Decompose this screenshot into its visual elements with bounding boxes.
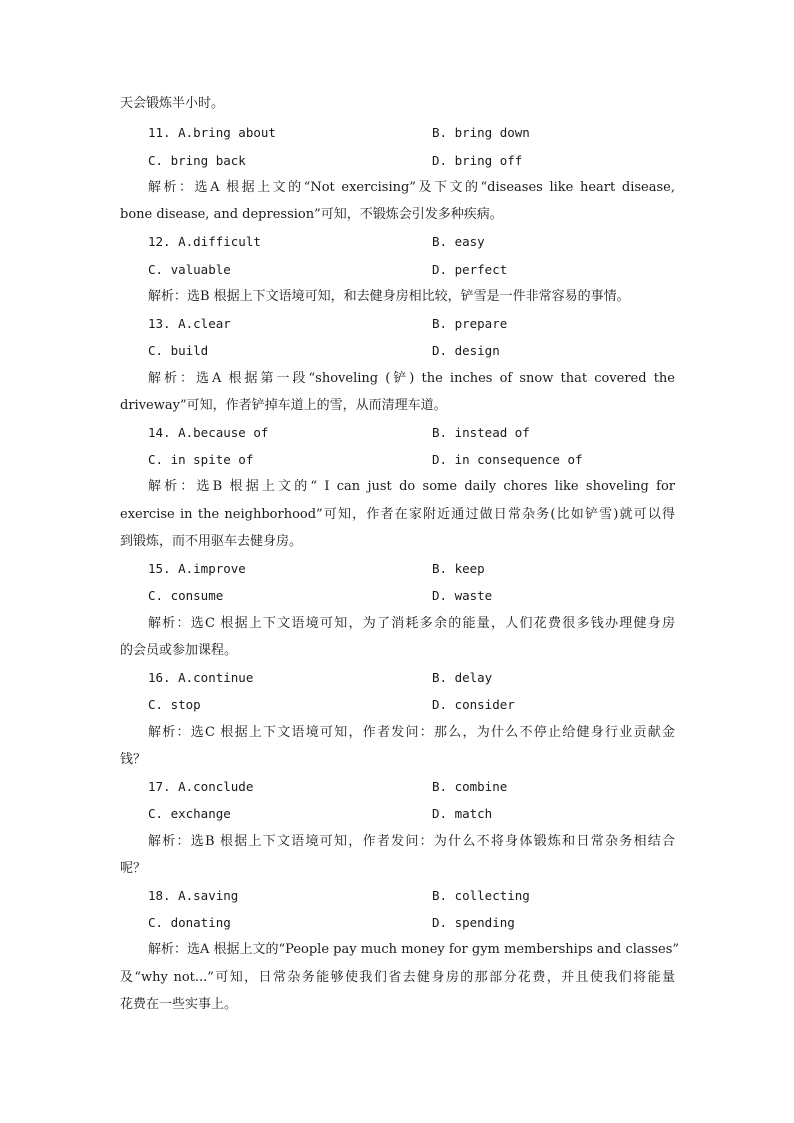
q17-explanation-line-1: 解析：选B 根据上下文语境可知，作者发问：为什么不将身体锻炼和日常杂务相结合 xyxy=(148,834,675,849)
q15-explanation-line-2: 的会员或参加课程。 xyxy=(120,643,238,658)
q16-option-a: 16. A.continue xyxy=(148,670,254,685)
q13-option-a: 13. A.clear xyxy=(148,316,231,331)
q17-option-b: B. combine xyxy=(432,779,508,794)
q11-explanation-line-1: 解析：选A 根据上文的“Not exercising”及下文的“diseases like heart disease, xyxy=(148,180,675,195)
q13-explanation-line-2: driveway”可知，作者铲掉车道上的雪，从而清理车道。 xyxy=(120,398,447,413)
q11-option-b: B. bring down xyxy=(432,125,530,140)
q14-explanation-line-1: 解析：选B 根据上文的“ I can just do some daily chores like shoveling for xyxy=(148,479,675,494)
q18-explanation-line-3: 花费在一些实事上。 xyxy=(120,997,238,1012)
q14-option-a: 14. A.because of xyxy=(148,425,269,440)
q12-option-a: 12. A.difficult xyxy=(148,234,261,249)
q17-explanation-line-2: 呢？ xyxy=(120,861,147,876)
q16-explanation-line-1: 解析：选C 根据上下文语境可知，作者发问：那么，为什么不停止给健身行业贡献金 xyxy=(148,725,675,740)
q11-option-c: C. bring back xyxy=(148,153,246,168)
q14-explanation-line-2: exercise in the neighborhood”可知，作者在家附近通过做日常杂务(比如铲雪)就可以得 xyxy=(120,507,675,522)
q13-option-b: B. prepare xyxy=(432,316,508,331)
q15-option-a: 15. A.improve xyxy=(148,561,246,576)
q18-option-a: 18. A.saving xyxy=(148,888,239,903)
q18-option-c: C. donating xyxy=(148,915,231,930)
q16-explanation-line-2: 钱？ xyxy=(120,752,147,767)
q18-explanation-line-2: 及“why not...”可知，日常杂务能够使我们省去健身房的那部分花费，并且使我们将能量 xyxy=(120,970,675,985)
q12-option-d: D. perfect xyxy=(432,262,508,277)
q13-option-c: C. build xyxy=(148,343,209,358)
q13-explanation-line-1: 解析：选A 根据第一段“shoveling (铲) the inches of snow that covered the xyxy=(148,371,675,386)
q14-option-d: D. in consequence of xyxy=(432,452,583,467)
q14-option-c: C. in spite of xyxy=(148,452,254,467)
intro-tail: 天会锻炼半小时。 xyxy=(120,96,225,111)
q17-option-a: 17. A.conclude xyxy=(148,779,254,794)
q15-option-d: D. waste xyxy=(432,588,493,603)
q12-option-b: B. easy xyxy=(432,234,485,249)
q15-option-c: C. consume xyxy=(148,588,224,603)
q14-explanation-line-3: 到锻炼，而不用驱车去健身房。 xyxy=(120,534,303,549)
q12-option-c: C. valuable xyxy=(148,262,231,277)
q14-option-b: B. instead of xyxy=(432,425,530,440)
q16-option-c: C. stop xyxy=(148,697,201,712)
q18-explanation-line-1: 解析：选A 根据上文的“People pay much money for gym memberships and classes” xyxy=(148,942,680,957)
q15-option-b: B. keep xyxy=(432,561,485,576)
q17-option-c: C. exchange xyxy=(148,806,231,821)
q18-option-d: D. spending xyxy=(432,915,515,930)
q18-option-b: B. collecting xyxy=(432,888,530,903)
q11-explanation-line-2: bone disease, and depression”可知，不锻炼会引发多种疾病。 xyxy=(120,207,503,222)
q16-option-d: D. consider xyxy=(432,697,515,712)
q11-option-a: 11. A.bring about xyxy=(148,125,276,140)
q12-explanation-line-1: 解析：选B 根据上下文语境可知，和去健身房相比较，铲雪是一件非常容易的事情。 xyxy=(148,289,630,304)
q16-option-b: B. delay xyxy=(432,670,493,685)
q13-option-d: D. design xyxy=(432,343,500,358)
q11-option-d: D. bring off xyxy=(432,153,523,168)
q17-option-d: D. match xyxy=(432,806,493,821)
q15-explanation-line-1: 解析：选C 根据上下文语境可知，为了消耗多余的能量，人们花费很多钱办理健身房 xyxy=(148,616,675,631)
